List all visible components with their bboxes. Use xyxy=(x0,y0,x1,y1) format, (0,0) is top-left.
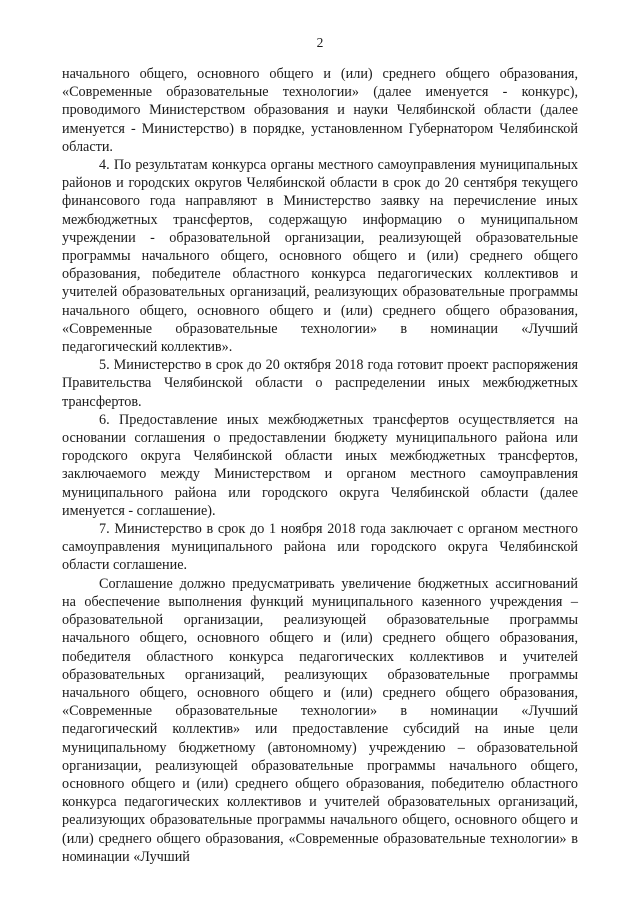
paragraph-item-6: 6. Предоставление иных межбюджетных трансфертов осуществляется на основании соглашения о предоставлении бюджету муниципального района или городского округа Челябинской области иных межбюджетных трансфертов, заключаемого между Министерством и органом местного самоуправления муниципального района или городского округа Челябинской области (далее именуется - соглашение). xyxy=(62,411,578,519)
page-number: 2 xyxy=(316,35,324,50)
paragraph-contest-intro: начального общего, основного общего и (или) среднего общего образования, «Современные образовательные технологии» (далее именуется - конкурс), проводимого Министерством образования и науки Челябинской области (далее именуется - Министерство) в порядке, установленном Губернатором Челябинской области. xyxy=(62,66,578,155)
document-body xyxy=(62,65,578,866)
paragraph-item-5: 5. Министерство в срок до 20 октября 2018 года готовит проект распоряжения Правительства Челябинской области о распределении иных межбюджетных трансфертов. xyxy=(62,357,578,410)
paragraph-agreement: Соглашение должно предусматривать увеличение бюджетных ассигнований на обеспечение выполнения функций муниципального казенного учреждения – образовательной организации, реализующей образовательные программы начального общего, основного общего и (или) среднего общего образования, победителя областного конкурса педагогических коллективов и учителей образовательных организаций, реализующих образовательные программы начального общего, основного общего и (или) среднего общего образования, «Современные образовательные технологии» в номинации «Лучший педагогический коллектив» или предоставление субсидий на иные цели муниципальному бюджетному (автономному) учреждению – образовательной организации, реализующей образовательные программы начального общего, основного общего и (или) среднего общего образования, победителю областного конкурса педагогических коллективов и учителей образовательных организаций, реализующих образовательные программы начального общего, основного общего и (или) среднего общего образования, «Современные образовательные технологии» в номинации «Лучший xyxy=(62,575,578,865)
paragraph-item-7: 7. Министерство в срок до 1 ноября 2018 года заключает с органом местного самоуправления муниципального района или городского округа Челябинской области соглашение. xyxy=(62,521,578,574)
paragraph-item-4: 4. По результатам конкурса органы местного самоуправления муниципальных районов и городских округов Челябинской области в срок до 20 сентября текущего финансового года направляют в Министерство заявку на перечисление иных межбюджетных трансфертов, содержащую информацию о муниципальном учреждении - образовательной организации, реализующей образовательные программы начального общего, основного общего и (или) среднего общего образования, победителе областного конкурса педагогических коллективов и учителей образовательных организаций, реализующих образовательные программы начального общего, основного общего и (или) среднего общего образования, «Современные образовательные технологии» в номинации «Лучший педагогический коллектив». xyxy=(62,157,578,356)
